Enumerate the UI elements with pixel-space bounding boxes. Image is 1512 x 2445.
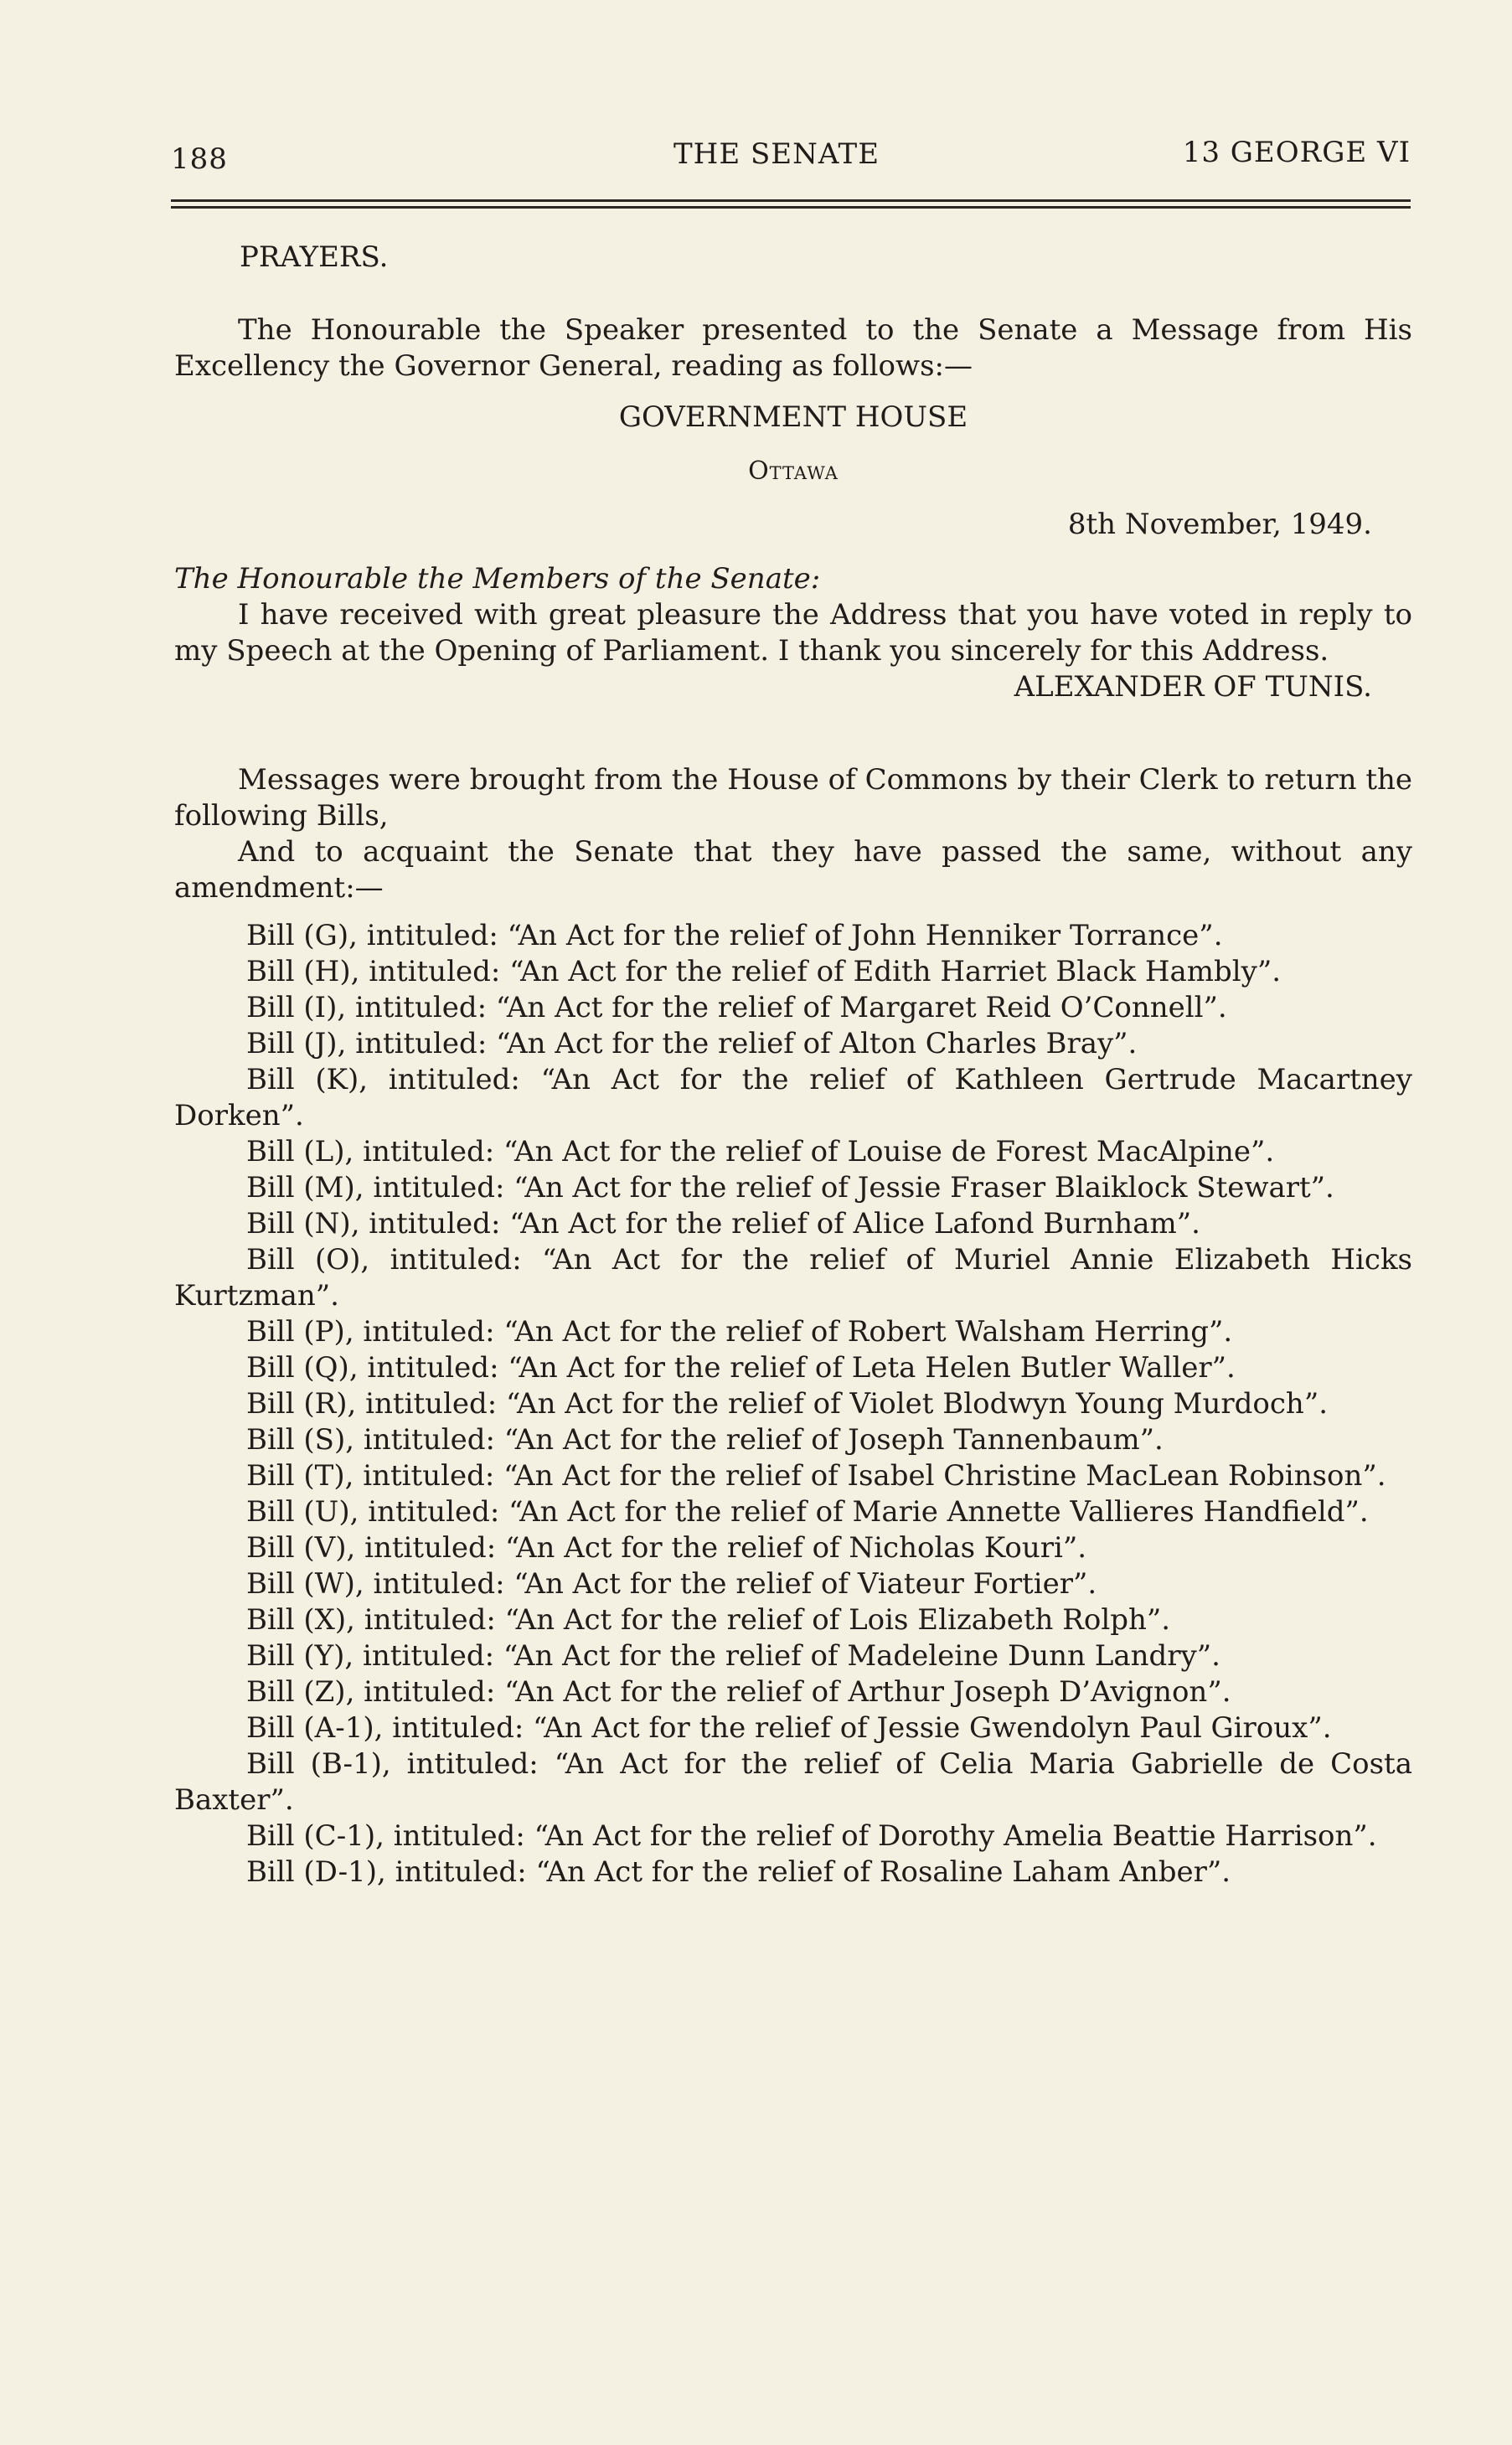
bill-entry: Bill (M), intituled: “An Act for the relief of Jessie Fraser Blaiklock Stewart”. [246,1171,1334,1204]
bill-entry: Bill (T), intituled: “An Act for the relief of Isabel Christine MacLean Robinson”. [246,1459,1386,1493]
header-rule-bottom [171,206,1411,209]
running-header [171,136,1411,179]
prayers-heading: PRAYERS. [240,240,389,274]
bill-entry: Bill (U), intituled: “An Act for the relief of Marie Annette Vallieres Handfield”. [246,1495,1369,1529]
ottawa-place: Ottawa [748,457,839,486]
bill-entry: Bill (A-1), intituled: “An Act for the relief of Jessie Gwendolyn Paul Giroux”. [246,1711,1332,1745]
bill-entry: Bill (V), intituled: “An Act for the relief of Nicholas Kouri”. [246,1531,1087,1565]
bill-entry: Bill (Q), intituled: “An Act for the relief of Leta Helen Butler Waller”. [246,1351,1236,1385]
bill-entry: Bill (C-1), intituled: “An Act for the relief of Dorothy Amelia Beattie Harrison”. [246,1819,1377,1853]
bill-entry: Bill (W), intituled: “An Act for the relief of Viateur Fortier”. [246,1567,1097,1601]
bill-entry: Bill (I), intituled: “An Act for the relief of Margaret Reid O’Connell”. [246,991,1227,1024]
bill-entry: Bill (R), intituled: “An Act for the relief of Violet Blodwyn Young Murdoch”. [246,1387,1329,1421]
bill-entry: Bill (K), intituled: “An Act for the relief of Kathleen Gertrude Macartney Dorken”. [174,1063,1412,1132]
bill-entry: Bill (O), intituled: “An Act for the relief of Muriel Annie Elizabeth Hicks Kurtzman”. [174,1243,1412,1313]
bill-entry: Bill (Y), intituled: “An Act for the relief of Madeleine Dunn Landry”. [246,1639,1220,1673]
bill-entry: Bill (P), intituled: “An Act for the relief of Robert Walsham Herring”. [246,1315,1233,1349]
bill-list [174,918,1412,1890]
bill-entry: Bill (J), intituled: “An Act for the relief of Alton Charles Bray”. [246,1027,1138,1060]
bill-entry: Bill (Z), intituled: “An Act for the relief of Arthur Joseph D’Avignon”. [246,1675,1231,1709]
government-house: GOVERNMENT HOUSE [618,400,968,434]
header-regnal-year: 13 GEORGE VI [1182,136,1411,169]
bill-entry: Bill (N), intituled: “An Act for the relief of Alice Lafond Burnham”. [246,1207,1200,1241]
messages-intro: Messages were brought from the House of Commons by their Clerk to return the following Bills, [174,763,1412,833]
header-rule-top [171,199,1411,202]
bill-entry: Bill (S), intituled: “An Act for the relief of Joseph Tannenbaum”. [246,1423,1164,1457]
bill-entry: Bill (X), intituled: “An Act for the relief of Lois Elizabeth Rolph”. [246,1603,1171,1637]
page-number: 188 [171,142,228,176]
salutation: The Honourable the Members of the Senate: [174,562,821,596]
page-content [174,240,1412,1890]
bill-entry: Bill (B-1), intituled: “An Act for the relief of Celia Maria Gabrielle de Costa Baxter”. [174,1747,1412,1817]
message-date: 8th November, 1949. [1067,508,1372,541]
bill-entry: Bill (L), intituled: “An Act for the relief of Louise de Forest MacAlpine”. [246,1135,1275,1168]
bill-entry: Bill (H), intituled: “An Act for the relief of Edith Harriet Black Hambly”. [246,955,1282,988]
header-title: THE SENATE [673,137,880,171]
bill-entry: Bill (G), intituled: “An Act for the relief of John Henniker Torrance”. [246,919,1223,952]
acquaint-senate: And to acquaint the Senate that they have passed the same, without any amendment:— [174,835,1412,905]
signature: ALEXANDER OF TUNIS. [1014,670,1372,704]
bill-entry: Bill (D-1), intituled: “An Act for the relief of Rosaline Laham Anber”. [246,1855,1231,1889]
speaker-intro: The Honourable the Speaker presented to the Senate a Message from His Excellency the Governor General, reading as follows:— [174,313,1412,383]
governor-message: I have received with great pleasure the Address that you have voted in reply to my Speech at the Opening of Parliament. I thank you sincerely for this Address. [174,598,1412,668]
